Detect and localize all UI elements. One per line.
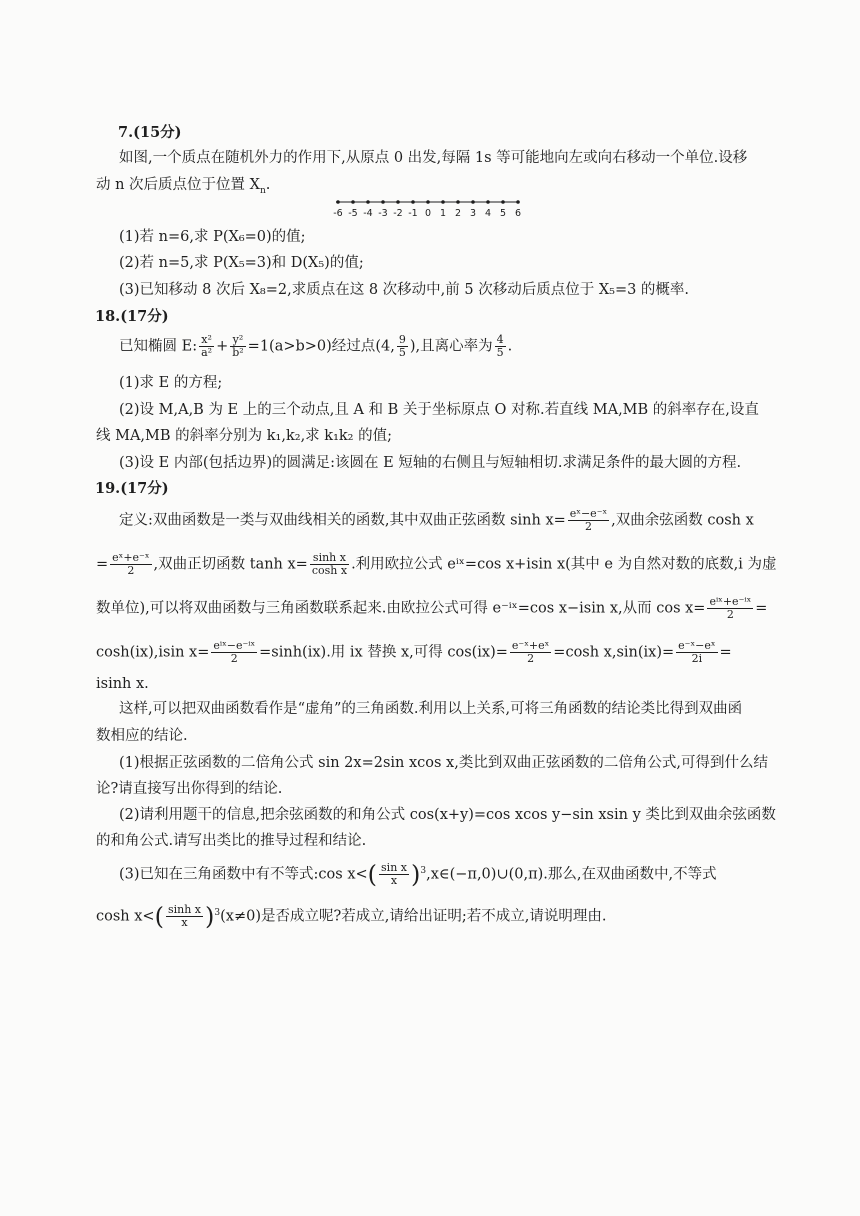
sin-euler-den: 2 — [230, 652, 238, 666]
q18-stem-c: ,且离心率为 — [415, 338, 493, 355]
number-line-tick-label: -2 — [393, 208, 403, 219]
q18-part3: (3)设 E 内部(包括边界)的圆满足:该圆在 E 短轴的右侧且与短轴相切.求满足条件的最大圆的方程. — [119, 455, 742, 471]
cosh-fraction — [110, 552, 151, 577]
ellipse-x-fraction — [199, 334, 214, 359]
q18-plus: + — [216, 338, 229, 355]
sin-ix-den: 2i — [691, 652, 703, 666]
number-line-point — [516, 200, 520, 204]
sinh-den: 2 — [584, 520, 592, 534]
q19-line5: isinh x. — [96, 676, 149, 692]
q18-part2-line1: (2)设 M,A,B 为 E 上的三个动点,且 A 和 B 关于坐标原点 O 对称.若直线 MA,MB 的斜率存在,设直 — [119, 402, 759, 418]
point-y-fraction — [397, 334, 408, 359]
q18-stem — [119, 334, 512, 359]
q19-l3-b: = — [755, 600, 768, 617]
q18-stem-b: =1(a>b>0)经过点 — [247, 338, 376, 355]
number-line-point — [366, 200, 370, 204]
number-line-point — [426, 200, 430, 204]
ellipse-y-num: y² — [230, 334, 245, 347]
q18-point-b: ) — [409, 338, 416, 355]
number-line-tick-label: -3 — [378, 208, 388, 219]
tanh-fraction — [310, 552, 349, 577]
cos-euler-num: eⁱˣ+e⁻ⁱˣ — [709, 595, 752, 608]
q17-intro-end: . — [265, 177, 271, 193]
q19-part2-line2: 的和角公式.请写出类比的推导过程和结论. — [96, 833, 367, 849]
cos-euler-fraction — [707, 596, 753, 621]
q19-l3-a: 数单位),可以将双曲函数与三角函数联系起来.由欧拉公式可得 e⁻ⁱˣ=cos x−isin x,从而 cos x= — [96, 600, 706, 617]
ellipse-x-num: x² — [199, 334, 214, 347]
q19-part3-b: ,x∈(−π,0)∪(0,π).那么,在双曲函数中,不等式 — [426, 866, 717, 883]
q18-stem-d: . — [507, 338, 513, 355]
q19-l2-a: = — [96, 556, 109, 573]
q19-part2-line1: (2)请利用题干的信息,把余弦函数的和角公式 cos(x+y)=cos xcos y−sin xsin y 类比到双曲余弦函数 — [119, 807, 776, 823]
number-line-ticks — [333, 200, 521, 219]
q17-part3: (3)已知移动 8 次后 X₈=2,求质点在这 8 次移动中,前 5 次移动后质点位于 X₅=3 的概率. — [119, 282, 690, 298]
tanh-den: cosh x — [311, 564, 348, 578]
q19-part3-paren-left-2: ( — [154, 902, 164, 931]
sinx-over-x-fraction — [379, 862, 409, 887]
eccentricity-fraction — [495, 334, 506, 359]
ellipse-y-fraction — [230, 334, 245, 359]
sin-ix-fraction — [676, 640, 717, 665]
number-line-point — [501, 200, 505, 204]
q19-l4-d: = — [719, 644, 732, 661]
cosh-num: eˣ+e⁻ˣ — [112, 551, 150, 564]
sinh-fraction — [568, 508, 609, 533]
number-line-point — [456, 200, 460, 204]
ecc-num: 4 — [496, 333, 504, 346]
q17-intro-line2 — [96, 178, 270, 196]
number-line-point — [381, 200, 385, 204]
sin-euler-fraction — [211, 640, 257, 665]
q19-part3-exponent-2: 3 — [214, 907, 221, 918]
number-line-point — [471, 200, 475, 204]
number-line-tick-label: -4 — [363, 208, 373, 219]
q19-part3-line1 — [119, 862, 717, 887]
q19-l4-c: =cosh x,sin(ix)= — [553, 644, 675, 661]
q19-l4-a: cosh(ix),isin x= — [96, 644, 210, 661]
q18-number: 18.(17分) — [95, 308, 169, 325]
q18-part2-line2: 线 MA,MB 的斜率分别为 k₁,k₂,求 k₁k₂ 的值; — [96, 428, 392, 444]
sinhx-over-x-fraction — [166, 904, 203, 929]
q17-intro-sub: n — [260, 185, 266, 196]
q19-part1-line1: (1)根据正弦函数的二倍角公式 sin 2x=2sin xcos x,类比到双曲正弦函数的二倍角公式,可得到什么结 — [119, 755, 768, 771]
q19-l4-b: =sinh(ix).用 ix 替换 x,可得 cos(ix)= — [259, 644, 508, 661]
number-line-tick-label: 2 — [454, 208, 462, 219]
number-line-point — [411, 200, 415, 204]
sinx-den: x — [390, 874, 398, 888]
q19-line1 — [119, 508, 754, 533]
cos-euler-den: 2 — [726, 608, 734, 622]
ellipse-x-den: a² — [201, 346, 213, 360]
q19-part3-line2 — [96, 904, 606, 929]
number-line-tick-label: 5 — [499, 208, 507, 219]
point-num: 9 — [398, 333, 406, 346]
q19-line3 — [96, 596, 767, 621]
q18-stem-a: 已知椭圆 E: — [119, 338, 198, 355]
number-line-tick-label: -1 — [408, 208, 418, 219]
number-line-tick-label: 0 — [424, 208, 432, 219]
sin-ix-num: e⁻ˣ−eˣ — [678, 639, 716, 652]
cos-ix-fraction — [510, 640, 551, 665]
q19-para2-line1: 这样,可以把双曲函数看作是“虚角”的三角函数.利用以上关系,可将三角函数的结论类比得到双曲函 — [119, 701, 743, 717]
q19-l2-b: ,双曲正切函数 tanh x= — [153, 556, 308, 573]
number-line-tick-label: 1 — [439, 208, 447, 219]
point-den: 5 — [398, 346, 406, 360]
q19-part3-c: cosh x< — [96, 908, 155, 925]
q19-part3-paren-left: ( — [367, 860, 378, 889]
q19-number: 19.(17分) — [95, 480, 169, 497]
q19-para2-line2: 数相应的结论. — [96, 728, 188, 744]
q19-part3-paren-right-2: ) — [205, 902, 215, 931]
q17-part2: (2)若 n=5,求 P(X₅=3)和 D(X₅)的值; — [119, 255, 364, 271]
q17-number: 7.(15分) — [118, 124, 182, 141]
sinh-num: eˣ−e⁻ˣ — [569, 507, 608, 520]
number-line-tick-label: -6 — [333, 208, 343, 219]
number-line-tick-label: 4 — [484, 208, 492, 219]
q18-part1: (1)求 E 的方程; — [119, 375, 223, 391]
sinx-num: sin x — [381, 861, 407, 874]
sinhx-den: x — [181, 916, 188, 930]
number-line-point — [441, 200, 445, 204]
number-line-point — [351, 200, 355, 204]
ecc-den: 5 — [496, 346, 504, 360]
number-line-tick-label: 6 — [514, 208, 522, 219]
q19-line4 — [96, 640, 732, 665]
q19-part3-paren-right: ) — [410, 860, 421, 889]
q17-part1: (1)若 n=6,求 P(X₆=0)的值; — [119, 229, 306, 245]
sin-euler-num: eⁱˣ−e⁻ⁱˣ — [213, 639, 256, 652]
q19-l1-a: 定义:双曲函数是一类与双曲线相关的函数,其中双曲正弦函数 sinh x= — [119, 512, 566, 529]
q18-point-a: (4, — [375, 338, 395, 355]
cos-ix-den: 2 — [527, 652, 535, 666]
number-line-tick-label: 3 — [469, 208, 477, 219]
q19-part3-d: (x≠0)是否成立呢?若成立,请给出证明;若不成立,请说明理由. — [220, 908, 607, 925]
q19-part1-line2: 论?请直接写出你得到的结论. — [96, 781, 283, 797]
q17-intro-text: 动 n 次后质点位于位置 X — [96, 177, 260, 193]
sinhx-num: sinh x — [167, 903, 201, 916]
q19-l1-b: ,双曲余弦函数 cosh x — [611, 512, 754, 529]
number-line-point — [396, 200, 400, 204]
cos-ix-num: e⁻ˣ+eˣ — [511, 639, 550, 652]
number-line-tick-label: -5 — [348, 208, 358, 219]
q17-intro-line1: 如图,一个质点在随机外力的作用下,从原点 0 出发,每隔 1s 等可能地向左或向右移动一个单位.设移 — [119, 150, 748, 166]
number-line-point — [336, 200, 340, 204]
number-line-point — [486, 200, 490, 204]
ellipse-y-den: b² — [232, 346, 244, 360]
q19-part3-a: (3)已知在三角函数中有不等式:cos x< — [119, 866, 368, 883]
cosh-den: 2 — [127, 564, 135, 578]
number-line-figure — [332, 196, 532, 226]
tanh-num: sinh x — [310, 552, 349, 565]
q19-part3-exponent: 3 — [420, 865, 427, 876]
q19-l2-c: .利用欧拉公式 eⁱˣ=cos x+isin x(其中 e 为自然对数的底数,i 为虚 — [351, 556, 777, 573]
q19-line2 — [96, 552, 776, 577]
